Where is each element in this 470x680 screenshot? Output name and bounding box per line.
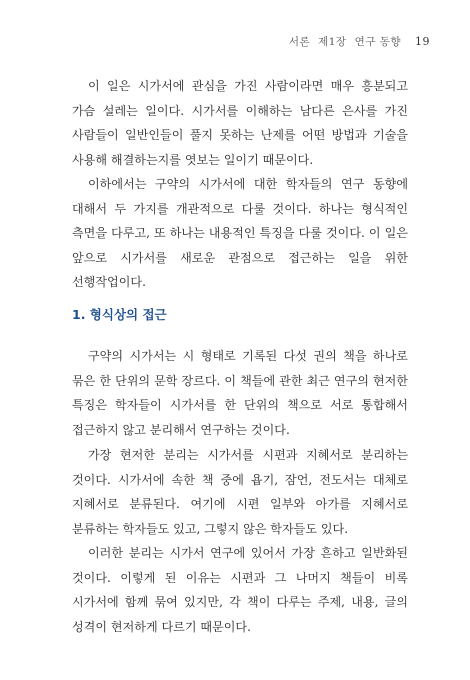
body-paragraph: 이 일은 시가서에 관심을 가진 사람이라면 매우 흥분되고 가슴 설레는 일이다. 시가서를 이해하는 남다른 은사를 가진 사람들이 일반인들이 풀지 못하는 난제를 어떤 방법과 기술을 사용해 해결하는지를 엿보는 일이기 때문이다.	[72, 79, 408, 167]
body-paragraph: 구약의 시가서는 시 형태로 기록된 다섯 권의 책을 하나로 묶은 한 단위의 문학 장르다. 이 책들에 관한 최근 연구의 현저한 특징은 학자들이 시가서를 한 단위의 책으로 서로 통합해서 접근하지 않고 분리해서 연구하는 것이다.	[72, 349, 408, 437]
running-header	[289, 34, 430, 49]
header-section: 서론	[288, 36, 311, 48]
body-paragraph: 이러한 분리는 시가서 연구에 있어서 가장 흔하고 일반화된 것이다. 이렇게 된 이유는 시편과 그 나머지 책들이 비록 시가서에 함께 묶여 있지만, 각 책이 다루는 주제, 내용, 글의 성격이 현저하게 다르기 때문이다.	[72, 546, 408, 634]
body-paragraph: 가장 현저한 분리는 시가서를 시편과 지혜서로 분리하는 것이다. 시가서에 속한 책 중에 욥기, 잠언, 전도서는 대체로 지혜서로 분류된다. 여기에 시편 일부와 아가를 지혜서로 분류하는 학자들도 있고, 그렇지 않은 학자들도 있다.	[72, 448, 408, 536]
section-heading: 1. 형식상의 접근	[72, 307, 167, 322]
header-topic: 연구 동향	[354, 36, 401, 48]
body-paragraph: 이하에서는 구약의 시가서에 대한 학자들의 연구 동향에 대해서 두 가지를 개관적으로 다룰 것이다. 하나는 형식적인 측면을 다루고, 또 하나는 내용적인 특징을 다룰 것이다. 이 일은 앞으로 시가서를 새로운 관점으로 접근하는 일을 위한 선행작업이다.	[72, 177, 408, 289]
page-number: 19	[415, 35, 430, 48]
header-chapter: 제1장	[318, 36, 347, 48]
